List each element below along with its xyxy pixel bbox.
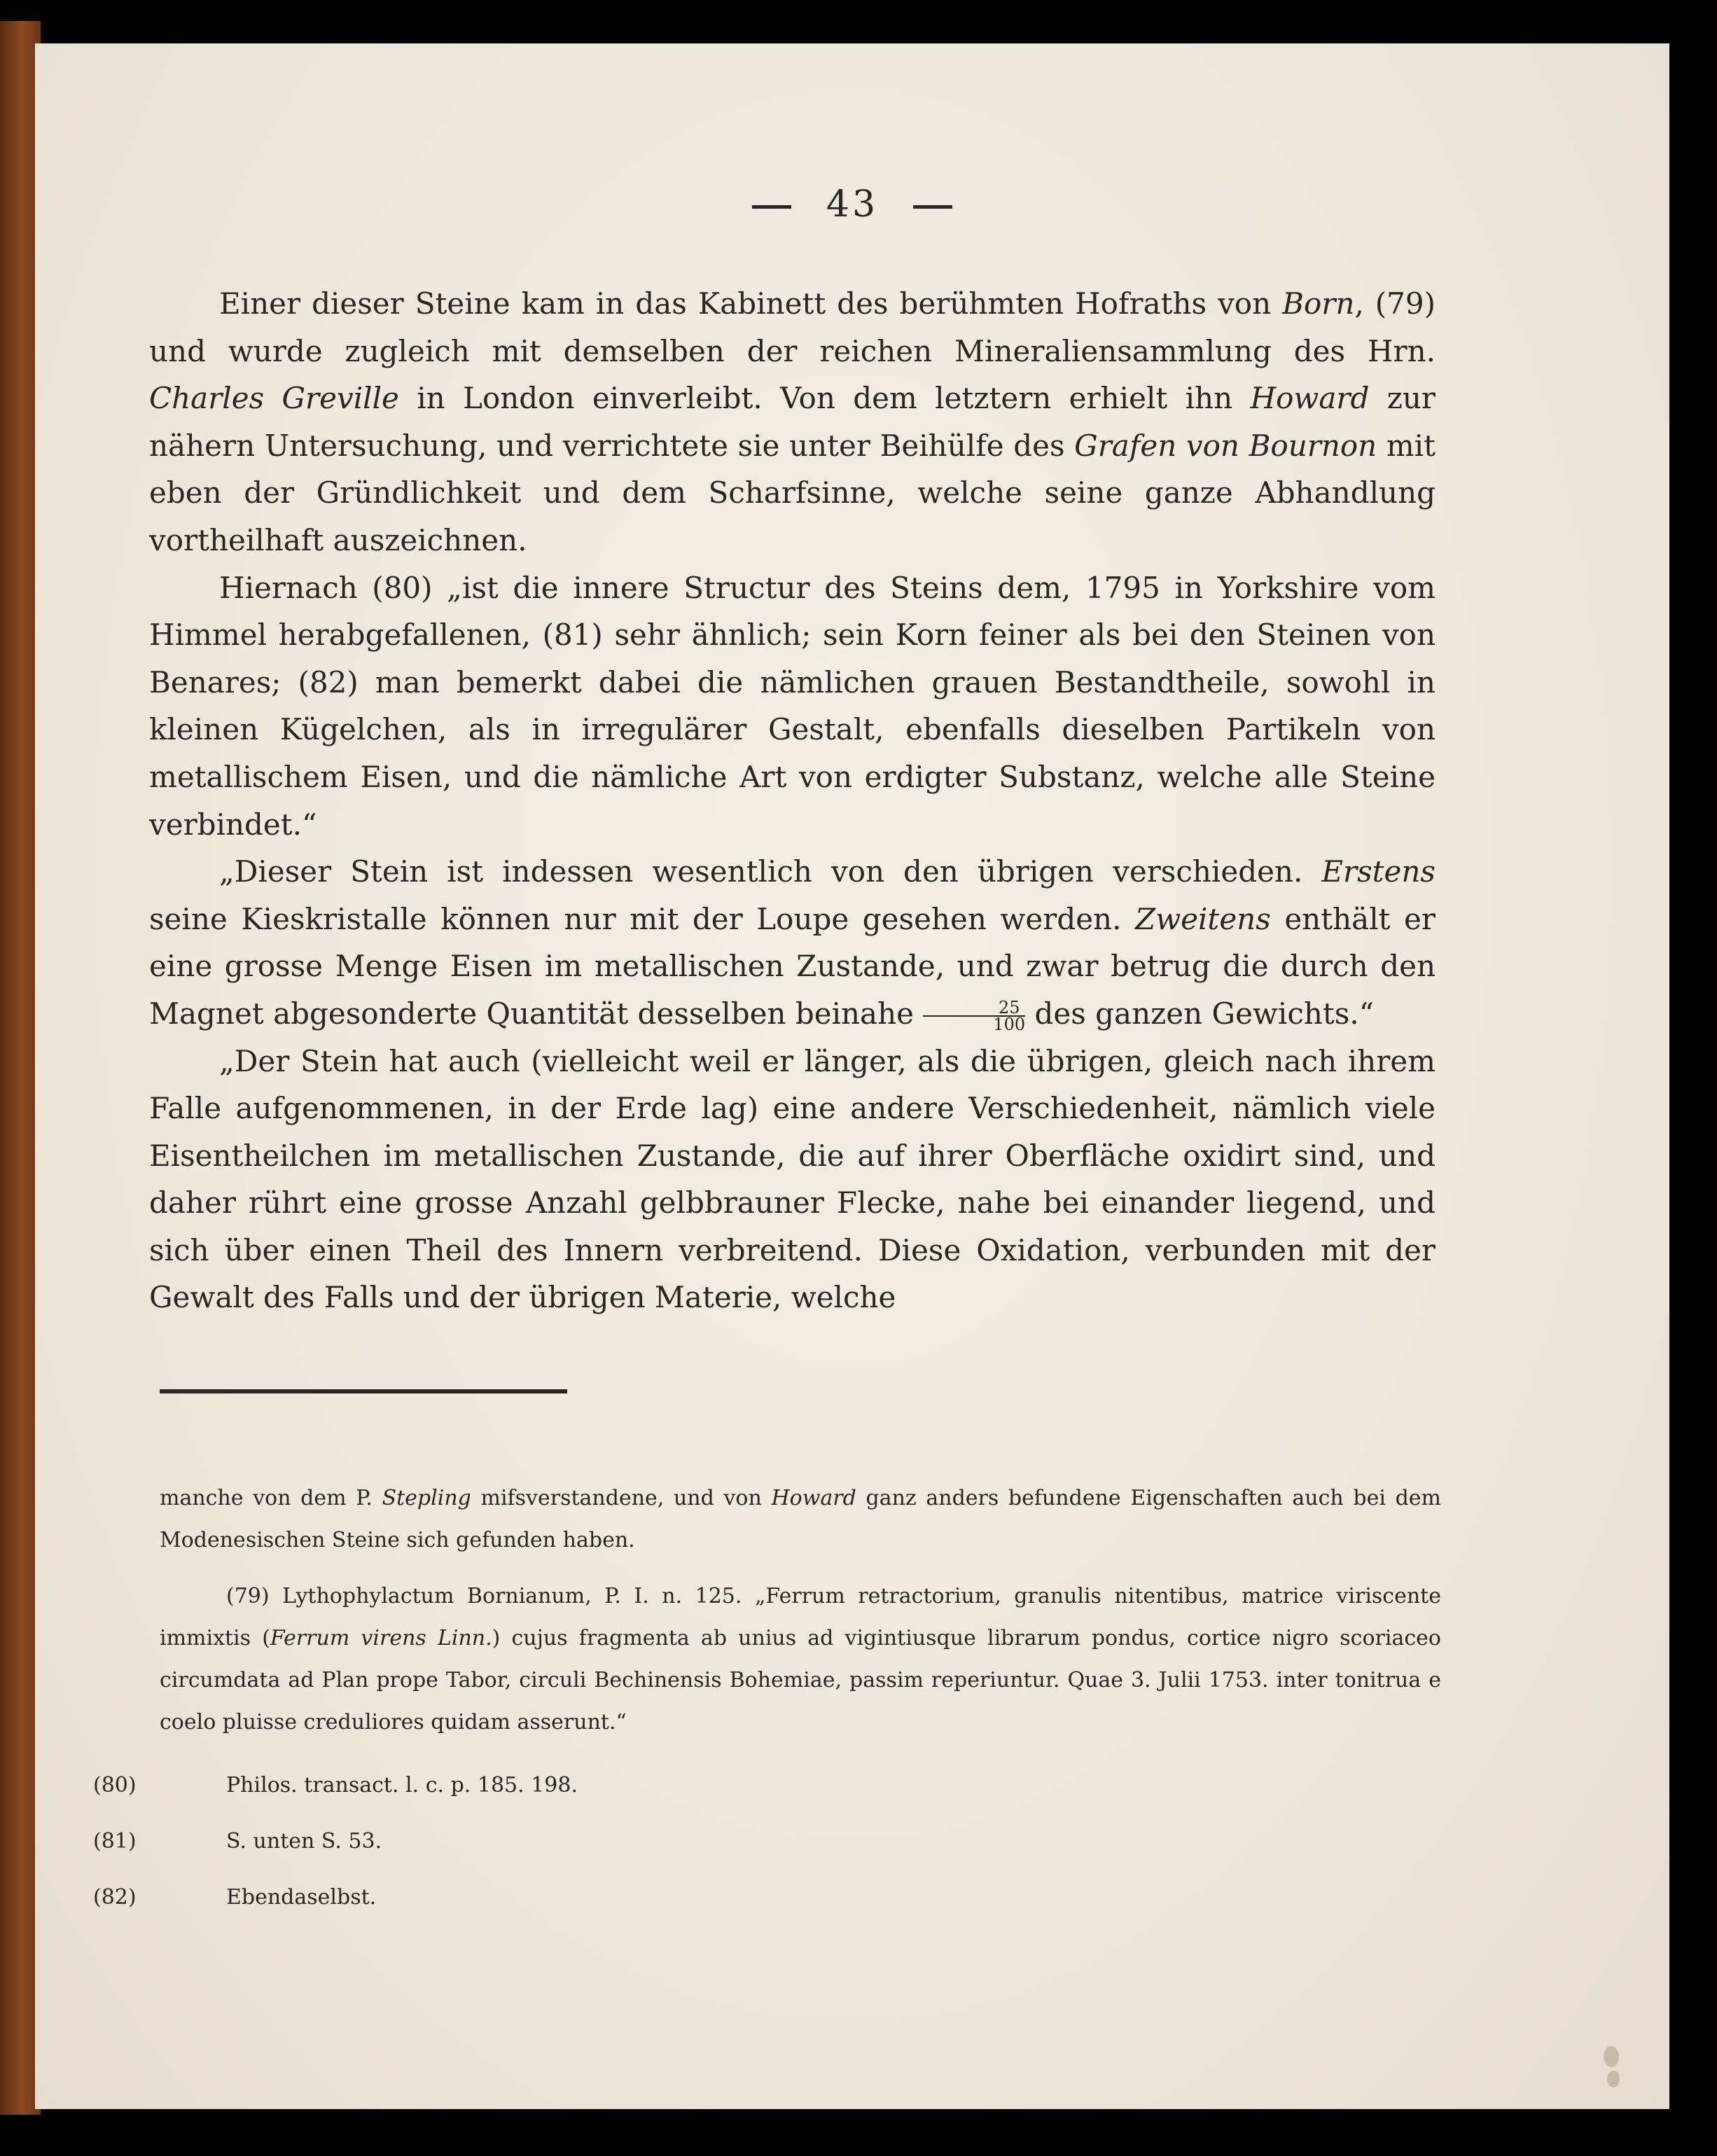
footnote-number: (80) [93,1773,137,1797]
italic-name: Zweitens [1135,901,1271,936]
italic-name: Howard [1250,381,1370,416]
book-page [35,43,1669,2109]
italic-name: Born [1282,286,1355,321]
header-dash-left [752,205,791,209]
paragraph: Einer dieser Steine kam in das Kabinett des berühmten Hofraths von Born, (79) und wurde zugleich mit demselben der reichen Mineraliensammlung des Hrn. Charles Greville in London einverleibt. Von dem letztern erhielt ihn Howard zur nähern Untersuchung, und verrichtete sie unter Beihülfe des Grafen von Bournon mit eben der Gründlichkeit und dem Scharfsinne, welche seine ganze Abhandlung vortheilhaft auszeichnen. [149,286,1436,557]
footnote-text: Philos. transact. l. c. p. 185. 198. [226,1773,578,1797]
footnote-text: Ebendaselbst. [226,1885,377,1910]
paragraph: „Der Stein hat auch (vielleicht weil er länger, als die übrigen, gleich nach ihrem Falle aufgenommenen, in der Erde lag) eine andere Verschiedenheit, nämlich viele Eisentheilchen im metallischen Zustande, die auf ihrer Oberfläche oxidirt sind, und daher rührt eine grosse Anzahl gelbbrauner Flecke, nahe bei einander liegend, und sich über einen Theil des Innern verbreitend. Diese Oxidation, verbunden mit der Gewalt des Falls und der übrigen Materie, welche [149,1043,1436,1315]
italic-name: Charles Greville [149,381,399,416]
main-text [149,280,1436,1321]
footnote-text: Lythophylactum Bornianum, P. I. n. 125. „Ferrum retractorium, granulis nitentibus, matrice viriscente immixtis (Ferrum virens Linn.) cujus fragmenta ab unius ad vigintiusque librarum pondus, cortice nigro scoriaceo circumdata ad Plan prope Tabor, circuli Bechinensis Bohemiae, passim reperiuntur. Quae 3. Julii 1753. inter tonitrua e coelo pluisse creduliores quidam asserunt.“ [160,1584,1441,1734]
footnote-text: S. unten S. 53. [226,1829,382,1854]
footnote-number: (81) [93,1829,137,1854]
fraction: $\frac{25}{100}$ [923,1000,1025,1032]
footnote-number: (82) [93,1885,137,1910]
footnotes [93,1477,1442,1919]
italic-name: Grafen von Bournon [1074,428,1377,463]
italic-name: Howard [771,1486,856,1510]
footnote-80 [93,1765,1441,1807]
italic-name: Stepling [382,1486,471,1510]
page-header [35,183,1669,225]
paragraph: Hiernach (80) „ist die innere Structur des Steins dem, 1795 in Yorkshire vom Himmel herabgefallenen, (81) sehr ähnlich; sein Korn feiner als bei den Steinen von Benares; (82) man bemerkt dabei die nämlichen grauen Bestandtheile, sowohl in kleinen Kügelchen, als in irregulärer Gestalt, ebenfalls dieselben Partikeln von metallischem Eisen, und die nämliche Art von erdigter Substanz, welche alle Steine verbindet.“ [149,570,1436,842]
italic-name: Erstens [1321,854,1436,889]
header-dash-right [913,205,952,209]
stain-mark [1607,2071,1620,2087]
italic-name: Ferrum virens Linn. [270,1626,492,1650]
page-number: 43 [826,183,879,225]
footnote-82 [93,1877,1441,1919]
footnote-separator-rule [160,1389,567,1393]
footnote-continuation: manche von dem P. Stepling mifsverstandene, und von Howard ganz anders befundene Eigenschaften auch bei dem Modenesischen Steine sich gefunden haben. [160,1486,1442,1552]
footnote-79 [160,1576,1441,1744]
stain-mark [1604,2046,1619,2067]
footnote-81 [93,1821,1441,1863]
footnote-number: (79) [226,1584,270,1608]
paragraph: „Dieser Stein ist indessen wesentlich von den übrigen verschieden. Erstens seine Kieskristalle können nur mit der Loupe gesehen werden. Zweitens enthält er eine grosse Menge Eisen im metallischen Zustande, und zwar betrug die durch den Magnet abgesonderte Quantität desselben beinahe $\frac{25}{100}$ des ganzen Gewichts.“ [149,854,1436,1034]
